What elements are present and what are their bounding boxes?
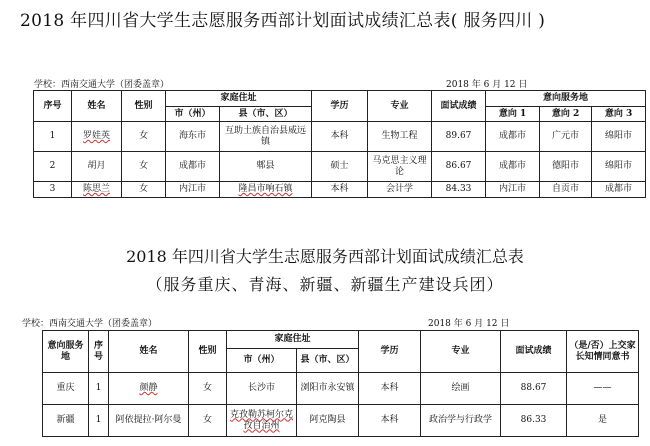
- county-text: 隆昌市响石镇: [238, 184, 293, 194]
- doc2-title-line1: 2018 年四川省大学生志愿服务西部计划面试成绩汇总表: [126, 247, 524, 266]
- name-text: 陈思兰: [82, 184, 110, 194]
- table-row: [34, 122, 646, 152]
- city-text: 克孜勒苏柯尔克孜自治州: [229, 409, 293, 431]
- doc1-header-edu: 学历: [312, 91, 368, 122]
- name-text: 颜静: [139, 383, 158, 393]
- doc2-header-intent: 意向服务地: [43, 331, 89, 373]
- cell-city: 海东市: [166, 122, 220, 152]
- cell-city: 长沙市: [227, 373, 297, 405]
- cell-intent2: 广元市: [540, 122, 592, 152]
- table-row: [34, 182, 646, 198]
- cell-intent3: 成都市: [592, 182, 646, 198]
- cell-edu: 硕士: [312, 152, 368, 182]
- cell-gender: 女: [189, 405, 227, 437]
- cell-no: 3: [34, 182, 72, 198]
- cell-score: 86.67: [432, 152, 486, 182]
- table-row: [34, 152, 646, 182]
- cell-county: 互助土族自治县威远镇: [220, 122, 312, 152]
- doc2-date: 2018 年 6 月 12 日: [428, 319, 510, 329]
- cell-edu: 本科: [312, 122, 368, 152]
- cell-city: 内江市: [166, 182, 220, 198]
- cell-parent: 是: [567, 405, 639, 437]
- doc2-header-name: 姓名: [109, 331, 189, 373]
- doc1-header-intent2: 意向 2: [540, 107, 592, 122]
- cell-edu: 本科: [359, 405, 421, 437]
- cell-intent1: 成都市: [486, 152, 540, 182]
- cell-name: [109, 373, 189, 405]
- doc1-school: 学校：西南交通大学（团委盖章）: [34, 80, 170, 90]
- cell-score: 86.33: [501, 405, 567, 437]
- cell-gender: 女: [122, 122, 166, 152]
- doc1-table: [33, 90, 646, 198]
- cell-intent3: 绵阳市: [592, 152, 646, 182]
- doc1-date: 2018 年 6 月 12 日: [446, 80, 528, 90]
- table-row: [43, 405, 639, 437]
- cell-edu: 本科: [312, 182, 368, 198]
- cell-intent: 重庆: [43, 373, 89, 405]
- cell-major: 会计学: [368, 182, 432, 198]
- cell-name: 阿依提拉·阿尔曼: [109, 405, 189, 437]
- doc2-header-no: 序号: [89, 331, 109, 373]
- name-text: 罗娃英: [82, 131, 110, 141]
- cell-score: 89.67: [432, 122, 486, 152]
- cell-major: 绘画: [421, 373, 501, 405]
- cell-county: 阿克陶县: [297, 405, 359, 437]
- cell-intent2: 自贡市: [540, 182, 592, 198]
- cell-city: 成都市: [166, 152, 220, 182]
- cell-major: 马克思主义理论: [368, 152, 432, 182]
- cell-parent: ——: [567, 373, 639, 405]
- doc2-header-score: 面试成绩: [501, 331, 567, 373]
- doc1-header-major: 专业: [368, 91, 432, 122]
- cell-intent: 新疆: [43, 405, 89, 437]
- doc1-header-home: 家庭住址: [166, 91, 312, 107]
- doc1-header-score: 面试成绩: [432, 91, 486, 122]
- cell-name: [72, 182, 122, 198]
- doc1-header-city: 市（州）: [166, 107, 220, 122]
- cell-name: 胡月: [72, 152, 122, 182]
- cell-city: [227, 405, 297, 437]
- cell-no: 1: [34, 122, 72, 152]
- doc1-header-intent1: 意向 1: [486, 107, 540, 122]
- doc2-header-home: 家庭住址: [227, 331, 359, 349]
- doc2-header-gender: 性别: [189, 331, 227, 373]
- doc1-title: 2018 年四川省大学生志愿服务西部计划面试成绩汇总表( 服务四川 ): [20, 11, 546, 31]
- cell-no: 1: [89, 405, 109, 437]
- cell-edu: 本科: [359, 373, 421, 405]
- cell-intent1: 成都市: [486, 122, 540, 152]
- doc1-header-gender: 性别: [122, 91, 166, 122]
- cell-score: 88.67: [501, 373, 567, 405]
- table-row: [43, 373, 639, 405]
- cell-major: 政治学与行政学: [421, 405, 501, 437]
- doc1-header-intent3: 意向 3: [592, 107, 646, 122]
- doc1-header-no: 序号: [34, 91, 72, 122]
- doc2-header-city: 市（州）: [227, 349, 297, 373]
- cell-intent3: 绵阳市: [592, 122, 646, 152]
- cell-county: 浏阳市永安镇: [297, 373, 359, 405]
- doc2-header-county: 县（市、区）: [297, 349, 359, 373]
- doc2-header-edu: 学历: [359, 331, 421, 373]
- cell-no: 2: [34, 152, 72, 182]
- cell-score: 84.33: [432, 182, 486, 198]
- doc1-header-county: 县（市、区）: [220, 107, 312, 122]
- cell-gender: 女: [122, 152, 166, 182]
- cell-county: [220, 182, 312, 198]
- doc2-header-major: 专业: [421, 331, 501, 373]
- cell-name: [72, 122, 122, 152]
- cell-intent2: 德阳市: [540, 152, 592, 182]
- cell-county: 郫县: [220, 152, 312, 182]
- cell-intent1: 内江市: [486, 182, 540, 198]
- doc2-table: [42, 330, 639, 437]
- doc2-header-parent: （是/否）上交家长知情同意书: [567, 331, 639, 373]
- cell-major: 生物工程: [368, 122, 432, 152]
- cell-gender: 女: [189, 373, 227, 405]
- cell-no: 1: [89, 373, 109, 405]
- doc1-header-intent: 意向服务地: [486, 91, 646, 107]
- doc2-school: 学校：西南交通大学（团委盖章）: [22, 319, 158, 329]
- doc2-title-line2: （服务重庆、青海、新疆、新疆生产建设兵团）: [146, 275, 504, 294]
- doc1-header-name: 姓名: [72, 91, 122, 122]
- cell-gender: 女: [122, 182, 166, 198]
